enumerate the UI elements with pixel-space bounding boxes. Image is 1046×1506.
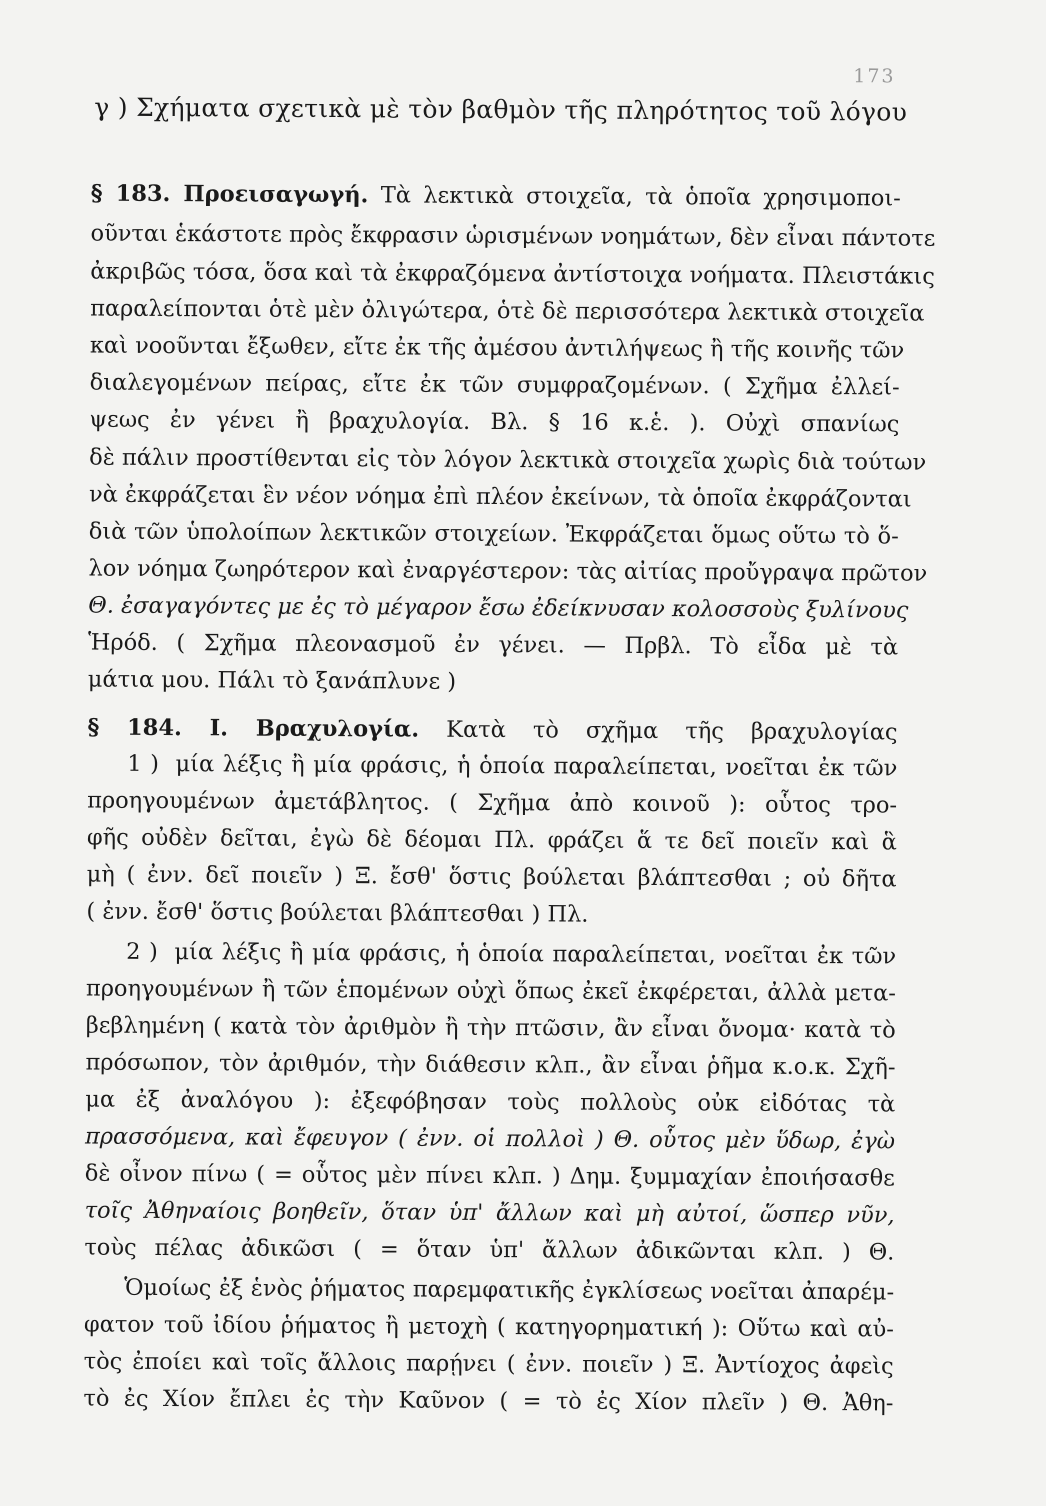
par184-head <box>87 714 898 746</box>
item1-line-2: προηγουμένων ἀμετάβλητος. ( Σχῆμα ἀπὸ κοινοῦ ): οὗτος τρο- <box>87 787 898 819</box>
par183-line-6: διαλεγομένων πείρας, εἴτε ἐκ τῶν συμφραζομένων. ( Σχῆμα ἐλλεί- <box>89 369 900 401</box>
item1-line-5: ( ἐνν. ἔσθ' ὅστις βούλεται βλάπτεσθαι ) Πλ. <box>86 898 589 928</box>
item2-marker: 2 ) <box>126 938 158 965</box>
par183-line-3: ἀκριβῶς τόσα, ὅσα καὶ τὰ ἐκφραζόμενα ἀντίστοιχα νοήματα. Πλειστάκις <box>90 258 935 290</box>
par183-line-8: δὲ πάλιν προστίθενται εἰς τὸν λόγον λεκτικὰ στοιχεῖα χωρὶς διὰ τούτων <box>89 444 927 476</box>
item2-line-1-text: μία λέξις ἢ μία φράσις, ἡ ὁποία παραλείπεται, νοεῖται ἐκ τῶν <box>174 939 897 970</box>
par184-label: § 184. Ι. Βραχυλογία. <box>87 714 420 743</box>
item2-line-6: πρασσόμενα, καὶ ἔφευγον ( ἐνν. οἱ πολλοὶ ) Θ. οὗτος μὲν ὕδωρ, ἐγὼ <box>84 1123 896 1155</box>
final-line-4: τὸ ἐς Χίον ἔπλει ἐς τὴν Καῦνον ( = τὸ ἐς Χίον πλεῖν ) Θ. Ἀθη- <box>83 1385 894 1417</box>
section-heading: γ ) Σχήματα σχετικὰ μὲ τὸν βαθμὸν τῆς πληρότητος τοῦ λόγου <box>94 92 908 127</box>
item2-line-4: πρόσωπον, τὸν ἀριθμόν, τὴν διάθεσιν κλπ., ἂν εἶναι ῥῆμα κ.ο.κ. Σχῆ- <box>85 1049 896 1081</box>
par183-line-12: Θ. ἐσαγαγόντες με ἐς τὸ μέγαρον ἔσω ἐδείκνυσαν κολοσσοὺς ξυλίνους <box>88 592 909 624</box>
par183-line-2: οῦνται ἑκάστοτε πρὸς ἔκφρασιν ὡρισμένων νοημάτων, δὲν εἶναι πάντοτε <box>90 220 936 252</box>
final-line-3: τὸς ἐποίει καὶ τοῖς ἄλλοις παρῄνει ( ἐνν. ποιεῖν ) Ξ. Ἀντίοχος ἀφεὶς <box>83 1348 894 1380</box>
final-line-1: Ὁμοίως ἐξ ἑνὸς ῥήματος παρεμφατικῆς ἐγκλίσεως νοεῖται ἀπαρέμ- <box>124 1274 895 1306</box>
par183-line-1 <box>90 180 901 212</box>
par183-line-4: παραλείπονται ὁτὲ μὲν ὀλιγώτερα, ὁτὲ δὲ περισσότερα λεκτικὰ στοιχεῖα <box>90 295 925 327</box>
item2-line-9: τοὺς πέλας ἀδικῶσι ( = ὅταν ὑπ' ἄλλων ἀδικῶνται κλπ. ) Θ. <box>84 1234 895 1266</box>
par183-line-13: Ἡρόδ. ( Σχῆμα πλεονασμοῦ ἐν γένει. — Πρβλ. Τὸ εἶδα μὲ τὰ <box>87 629 899 661</box>
page-number: 173 <box>853 65 896 88</box>
item1-line-3: φῆς οὐδὲν δεῖται, ἐγὼ δὲ δέομαι Πλ. φράζει ἅ τε δεῖ ποιεῖν καὶ ἃ <box>86 824 897 856</box>
par183-line-10: διὰ τῶν ὑπολοίπων λεκτικῶν στοιχείων. Ἐκφράζεται ὅμως οὕτω τὸ ὅ- <box>88 518 899 550</box>
par183-line-1-text: Τὰ λεκτικὰ στοιχεῖα, τὰ ὁποῖα χρησιμοποι- <box>380 182 901 212</box>
item2-line-5: μα ἐξ ἀναλόγου ): ἐξεφόβησαν τοὺς πολλοὺς οὐκ εἰδότας τὰ <box>85 1086 896 1118</box>
par183-line-14: μάτια μου. Πάλι τὸ ξανάπλυνε ) <box>87 666 457 695</box>
item2-line-8: τοῖς Ἀθηναίοις βοηθεῖν, ὅταν ὑπ' ἄλλων καὶ μὴ αὐτοί, ὥσπερ νῦν, <box>84 1197 895 1229</box>
par183-line-7: ψεως ἐν γένει ἢ βραχυλογία. Βλ. § 16 κ.ἑ. ). Οὐχὶ σπανίως <box>89 406 900 438</box>
item2-line-7: δὲ οἶνον πίνω ( = οὗτος μὲν πίνει κλπ. ) Δημ. ξυμμαχίαν ἐποιήσασθε <box>84 1160 895 1192</box>
par183-line-9: νὰ ἐκφράζεται ἓν νέον νόημα ἐπὶ πλέον ἐκείνων, τὰ ὁποῖα ἐκφράζονται <box>88 481 912 513</box>
item2-line-3: βεβλημένη ( κατὰ τὸν ἀριθμὸν ἢ τὴν πτῶσιν, ἂν εἶναι ὄνομα· κατὰ τὸ <box>85 1012 896 1044</box>
item1-line-4: μὴ ( ἐνν. δεῖ ποιεῖν ) Ξ. ἔσθ' ὅστις βούλεται βλάπτεσθαι ; οὐ δῆτα <box>86 861 897 893</box>
final-line-2: φατον τοῦ ἰδίου ῥήματος ἢ μετοχὴ ( κατηγορηματική ): Οὕτω καὶ αὐ- <box>83 1311 894 1343</box>
item1-line-1 <box>127 750 898 782</box>
par183-label: § 183. Προεισαγωγή. <box>90 180 369 209</box>
item1-marker: 1 ) <box>127 750 160 777</box>
item2-line-2: προηγουμένων ἢ τῶν ἑπομένων οὐχὶ ὅπως ἐκεῖ ἐκφέρεται, ἀλλὰ μετα- <box>85 975 897 1007</box>
item1-line-1-text: μία λέξις ἢ μία φράσις, ἡ ὁποία παραλείπεται, νοεῖται ἐκ τῶν <box>175 751 898 782</box>
par183-line-11: λον νόημα ζωηρότερον καὶ ἐναργέστερον: τὰς αἰτίας προὔγραψα πρῶτον <box>88 555 928 587</box>
par184-intro: Κατὰ τὸ σχῆμα τῆς βραχυλογίας <box>446 716 898 746</box>
par183-line-5: καὶ νοοῦνται ἔξωθεν, εἴτε ἐκ τῆς ἀμέσου ἀντιλήψεως ἢ τῆς κοινῆς τῶν <box>89 332 905 364</box>
item2-line-1 <box>126 938 897 970</box>
